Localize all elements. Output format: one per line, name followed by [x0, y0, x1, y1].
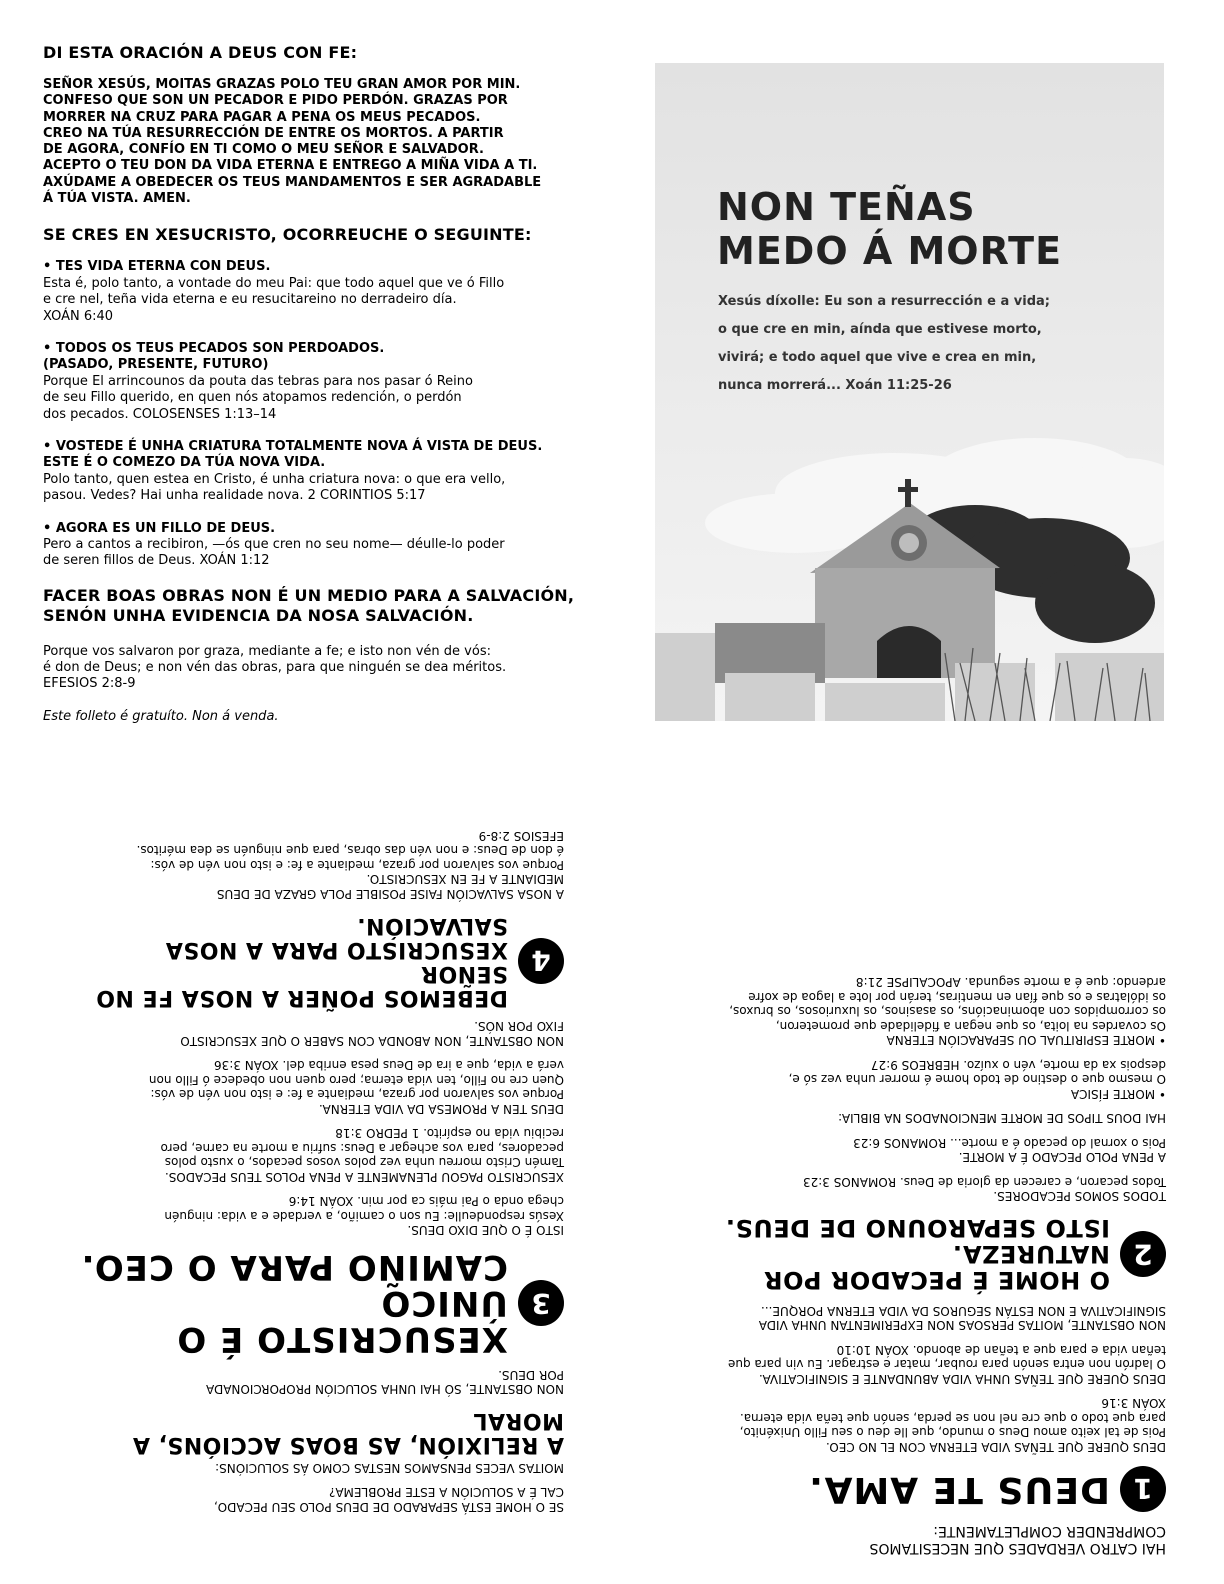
section-1-header — [646, 1466, 1166, 1512]
prayer-text: SEÑOR XESÚS, MOITAS GRAZAS POLO TEU GRAN AMOR POR MIN. CONFESO QUE SON UN PECADOR E PIDO PERDÓN. GRAZAS POR MORRER NA CRUZ PARA PAGAR A PENA OS MEUS PECADOS. CREO NA TÚA RESURRECCIÓN DE ENTRE OS MORTOS. A PARTIR DE AGORA, CONFÍO EN TI COMO O MEU SEÑOR E SALVADOR. ACEPTO O TEU DON DA VIDA ETERNA E ENTREGO A MIÑA VIDA A TI. AXÚDAME A OBEDECER OS TEUS MANDAMENTOS E SER AGRADABLE Á TÚA VISTA. AMEN. — [43, 77, 542, 207]
paragraph-body: O mesmo que o destino de todo home é morrer unha vez só e, despois xa da morte, vén o xuízo. HEBREOS 9:27 — [788, 1058, 1166, 1087]
paragraph-lead: • MORTE FÍSICA — [1070, 1087, 1166, 1101]
cover-title: NON TEÑAS MEDO Á MORTE — [717, 185, 1063, 273]
paragraph-lead: NON OBSTANTE, MOITAS PERSOAS NON EXPERIMENTAN UNHA VIDA SIGNIFICATIVA E NON ESTÁN SEGUROS DA VIDA ETERNA PORQUE... — [758, 1304, 1166, 1333]
item-body: Porque El arrincounos da pouta das tebras para nos pasar ó Reino de seu Fillo querido, en quen nós atopamos redención, o perdón dos pecados. COLOSENSES 1:13–14 — [43, 373, 473, 422]
number-badge: 3 — [518, 1281, 564, 1327]
paragraph-body: O ladrón non entra senón para roubar, matar e estragar. Eu vin para que teñan vida e para que a teñan de abondo. XOÁN 10:10 — [727, 1343, 1166, 1372]
results-heading: SE CRES EN XESUCRISTO, OCORREUCHE O SEGUINTE: — [43, 225, 532, 245]
paragraph-lead: MOITAS VECES PENSAMOS NESTAS COMO ÁS SOLUCIÓNS: — [215, 1461, 564, 1475]
cover-panel — [655, 63, 1164, 721]
section-title: DEBEMOS POÑER A NOSA FE NO SEÑOR XESUCRISTO PARA A NOSA SALVACIÓN. — [95, 913, 508, 1010]
paragraph-lead: DEUS QUERE QUE TEÑAS UNHA VIDA ABUNDANTE E SIGNIFICATIVA. — [758, 1372, 1166, 1386]
paragraph-lead: NON OBSTANTE, SÓ HAI UNHA SOLUCIÓN PROPORCIONADA POR DEUS. — [205, 1368, 564, 1397]
paragraph-lead: DEUS QUERE QUE TEÑAS VIDA ETERNA CON EL NO CEO. — [825, 1440, 1166, 1454]
paragraph-lead: TODOS SOMOS PECADORES. — [993, 1189, 1166, 1204]
item-body: Polo tanto, quen estea en Cristo, é unha criatura nova: o que era vello, pasou. Vedes? Hai unha realidade nova. 2 CORINTIOS 5:17 — [43, 471, 506, 504]
section-2-header — [646, 1216, 1166, 1294]
section-4-header — [44, 913, 564, 1009]
paragraph-body: Os covardes na loita, os que negan a fidelidade que prometeron, os corrompidos con abominacións, os asasinos, os luxuriosos, os bruxos, os idólatras e os que fían en mentiras, terán por lote a lagoa de xofre ardendo: que é a morte segunda. APOCALIPSE 21:8 — [729, 975, 1166, 1033]
item-body: Esta é, polo tanto, a vontade do meu Pai: que todo aquel que ve ó Fillo e cre nel, teña vida eterna e eu resucitareino no derradeiro día. XOÁN 6:40 — [43, 275, 505, 324]
section-title: DEUS TE AMA. — [808, 1469, 1110, 1510]
truths-intro: HAI CATRO VERDADES QUE NECESITAMOS COMPRENDER COMPLETAMENTE: — [869, 1523, 1166, 1556]
list-item — [43, 439, 583, 505]
item-body: Pero a cantos a recibiron, —ós que cren no seu nome— déulle-lo poder de seren fillos de Deus. XOÁN 1:12 — [43, 537, 505, 569]
paragraph-body: Pois de tal xeito amou Deus o mundo, que lle deu o seu Fillo Unixénito, para que todo o que cre nel non se perda, senón que teña vida eterna. XOÁN 3:16 — [739, 1396, 1166, 1440]
paragraph-lead: HAI DOUS TIPOS DE MORTE MENCIONADOS NA BIBLIA: — [838, 1111, 1166, 1126]
list-item — [43, 259, 583, 325]
panel-truths — [646, 764, 1166, 1556]
item-lead: • TES VIDA ETERNA CON DEUS. — [43, 259, 271, 275]
paragraph-lead: NON OBSTANTE, NON ABONDA CON SABER O QUE XESUCRISTO FIXO POR NÓS. — [180, 1019, 564, 1048]
paragraph-body: Pois o xornal do pecado é a morte... ROMANOS 6:23 — [853, 1136, 1166, 1150]
cover-verse: Xesús díxolle: Eu son a resurrección e a vida; o que cre en min, aínda que estivese morto, vivirá; e todo aquel que vive e crea en min, nunca morrerá... Xoán 11:25-26 — [718, 294, 1050, 393]
paragraph-body: Todos pecaron, e carecen da gloria de Deus. ROMANOS 3:23 — [802, 1175, 1166, 1189]
paragraph-body: Tamén Cristo morreu unha vez polos vosos pecados, o xusto polos pecadores, para vos achegar a Deus: sufriu a morte na carne, pero recibiu vida no espírito. 1 PEDRO 3:18 — [160, 1126, 564, 1170]
paragraph-lead: XESUCRISTO PAGOU PLENAMENTE A PENA POLOS TEUS PECADOS. — [164, 1170, 564, 1184]
top-left-panel — [43, 43, 583, 724]
paragraph-body: Porque vos salvaron por graza, mediante a fe: e isto non vén de vós: é don de Deus: e non vén das obras, para que ninguén se dea méritos. EFESIOS 2:8-9 — [136, 829, 564, 872]
section-3-header — [44, 1247, 564, 1360]
paragraph-lead: A PENA POLO PECADO É A MORTE. — [958, 1150, 1166, 1165]
works-heading: FACER BOAS OBRAS NON É UN MEDIO PARA A SALVACIÓN, SENÓN UNHA EVIDENCIA DA NOSA SALVACIÓN. — [43, 585, 575, 625]
paragraph-lead: • MORTE ESPIRITUAL OU SEPARACIÓN ETERNA — [886, 1033, 1166, 1048]
section-title: O HOME É PECADOR POR NATUREZA. ISTO SEPAROUNO DE DEUS. — [725, 1214, 1110, 1295]
free-note: Este folleto é gratuíto. Non á venda. — [43, 708, 279, 724]
works-text: Porque vos salvaron por graza, mediante a fe; e isto non vén de vós: é don de Deus; e non vén das obras, para que ninguén se dea méritos. EFESIOS 2:8-9 — [43, 643, 507, 692]
paragraph-lead: A NOSA SALVACIÓN FAISE POSIBLE POLA GRAZA DE DEUS MEDIANTE A FE EN XESUCRISTO. — [216, 872, 564, 901]
solutions-list: A RELIXIÓN, AS BOAS ACCIÓNS, A MORAL — [132, 1408, 564, 1458]
paragraph-body: Porque vos salvaron por graza, mediante a fe: e isto non vén de vós: Quen cre no Fillo, ten vida eterna; pero quen non obedece ó Fillo non verá a vida, que a ira de Deus pesa enriba del. XOÁN 3:36 — [148, 1058, 564, 1102]
number-badge: 1 — [1120, 1466, 1166, 1512]
panel-solution — [44, 722, 564, 1514]
bottom-fold — [0, 792, 1224, 1584]
solution-intro: SE O HOME ESTÁ SEPARADO DE DEUS POLO SEU PECADO, CAL É A SOLUCIÓN A ESTE PROBLEMA? — [213, 1485, 564, 1514]
number-badge: 2 — [1120, 1232, 1166, 1278]
section-title: XESUCRISTO É O ÚNICO CAMIÑO PARA O CEO. — [80, 1247, 508, 1360]
paragraph-lead: ISTO É O QUE DIXO DEUS. — [407, 1223, 564, 1238]
list-item — [43, 341, 583, 423]
paragraph-lead: DEUS TEN A PROMESA DA VIDA ETERNA. — [318, 1102, 564, 1116]
item-lead: • VOSTEDE É UNHA CRIATURA TOTALMENTE NOVA Á VISTA DE DEUS. ESTE É O COMEZO DA TÚA NOVA VIDA. — [43, 439, 543, 471]
prayer-heading: DI ESTA ORACIÓN A DEUS CON FE: — [43, 43, 358, 62]
number-badge: 4 — [518, 938, 564, 984]
paragraph-body: Xesús respondeulle: Eu son o camiño, a verdade e a vida: ninguén chega onda o Pai máis ca por min. XOÁN 14:6 — [164, 1194, 564, 1223]
list-item — [43, 521, 583, 570]
item-lead: • TODOS OS TEUS PECADOS SON PERDOADOS. (PASADO, PRESENTE, FUTURO) — [43, 341, 385, 373]
item-lead: • AGORA ES UN FILLO DE DEUS. — [43, 520, 276, 536]
